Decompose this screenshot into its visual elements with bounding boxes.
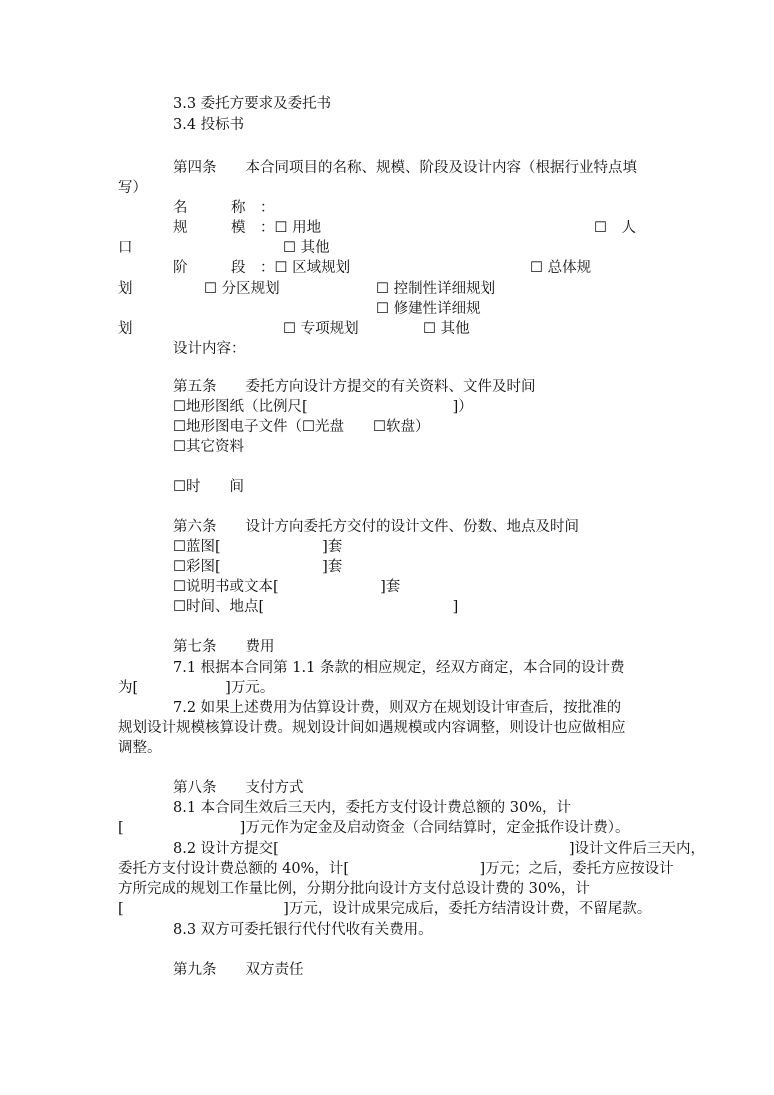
clause-8-2-cont-1: 委托方支付设计费总额的 40%，计[ ]万元；之后，委托方应按设计: [118, 861, 674, 877]
clause-8-2: 8.2 设计方提交[ ]设计文件后三天内，: [173, 841, 705, 857]
color-print-item: ☐彩图[ ]套: [173, 559, 343, 575]
scale-label: 规 模 ：☐ 用地: [173, 220, 322, 236]
article-7-heading: 第七条 费用: [173, 639, 275, 655]
clause-7-2: 7.2 如果上述费用为估算设计费，则双方在规划设计审查后，按批准的: [173, 700, 622, 716]
article-9-heading: 第九条 双方责任: [173, 962, 304, 978]
stage-master-plan-option: ☐ 总体规: [530, 260, 592, 276]
topographic-drawing-item: ☐地形图纸（比例尺[ ]）: [173, 399, 473, 415]
clause-8-1: 8.1 本合同生效后三天内，委托方支付设计费总额的 30%，计: [173, 800, 572, 816]
item-3-3: 3.3 委托方要求及委托书: [173, 96, 332, 112]
time-item: ☐时 间: [173, 479, 244, 495]
stage-master-plan-cont: 划: [118, 281, 133, 297]
clause-7-1: 7.1 根据本合同第 1.1 条款的相应规定，经双方商定，本合同的设计费: [173, 660, 625, 676]
other-materials-item: ☐其它资料: [173, 439, 244, 455]
item-3-4: 3.4 投标书: [173, 117, 245, 133]
stage-special-plan-option: ☐ 专项规划: [283, 321, 359, 337]
clause-7-2-cont-1: 规划设计规模核算设计费。规划设计间如遇规模或内容调整，则设计也应做相应: [118, 720, 626, 736]
scale-population-cont: 口: [118, 240, 133, 256]
clause-8-2-cont-3: [ ]万元，设计成果完成后，委托方结清设计费，不留尾款。: [118, 901, 652, 917]
clause-8-3: 8.3 双方可委托银行代付代收有关费用。: [173, 922, 433, 938]
time-place-item: ☐时间、地点[ ]: [173, 599, 459, 615]
article-5-heading: 第五条 委托方向设计方提交的有关资料、文件及时间: [173, 379, 536, 395]
scale-other-option: ☐ 其他: [283, 240, 330, 256]
topographic-file-item: ☐地形图电子文件（☐光盘 ☐软盘）: [173, 419, 430, 435]
stage-regulatory-plan-option: ☐ 控制性详细规划: [376, 281, 496, 297]
design-content-label: 设计内容：: [173, 341, 246, 357]
specification-item: ☐说明书或文本[ ]套: [173, 579, 401, 595]
name-label: 名 称 ：: [173, 200, 275, 216]
clause-7-2-cont-2: 调整。: [118, 740, 162, 756]
stage-site-plan-cont: 划: [118, 321, 133, 337]
blueprint-item: ☐蓝图[ ]套: [173, 539, 343, 555]
article-8-heading: 第八条 支付方式: [173, 780, 304, 796]
article-4-heading-cont: 写）: [118, 180, 147, 196]
stage-site-plan-option: ☐ 修建性详细规: [376, 301, 481, 317]
stage-label: 阶 段 ：☐ 区域规划: [173, 260, 351, 276]
clause-7-1-cont: 为[ ]万元。: [118, 680, 275, 696]
clause-8-1-cont: [ ]万元作为定金及启动资金（合同结算时，定金抵作设计费）。: [118, 820, 630, 836]
stage-other-option: ☐ 其他: [423, 321, 470, 337]
article-4-heading: 第四条 本合同项目的名称、规模、阶段及设计内容（根据行业特点填: [173, 160, 637, 176]
scale-population-option: ☐ 人: [594, 220, 636, 236]
stage-district-plan-option: ☐ 分区规划: [204, 281, 280, 297]
article-6-heading: 第六条 设计方向委托方交付的设计文件、份数、地点及时间: [173, 519, 579, 535]
clause-8-2-cont-2: 方所完成的规划工作量比例，分期分批向设计方支付总设计费的 30%，计: [118, 881, 590, 897]
